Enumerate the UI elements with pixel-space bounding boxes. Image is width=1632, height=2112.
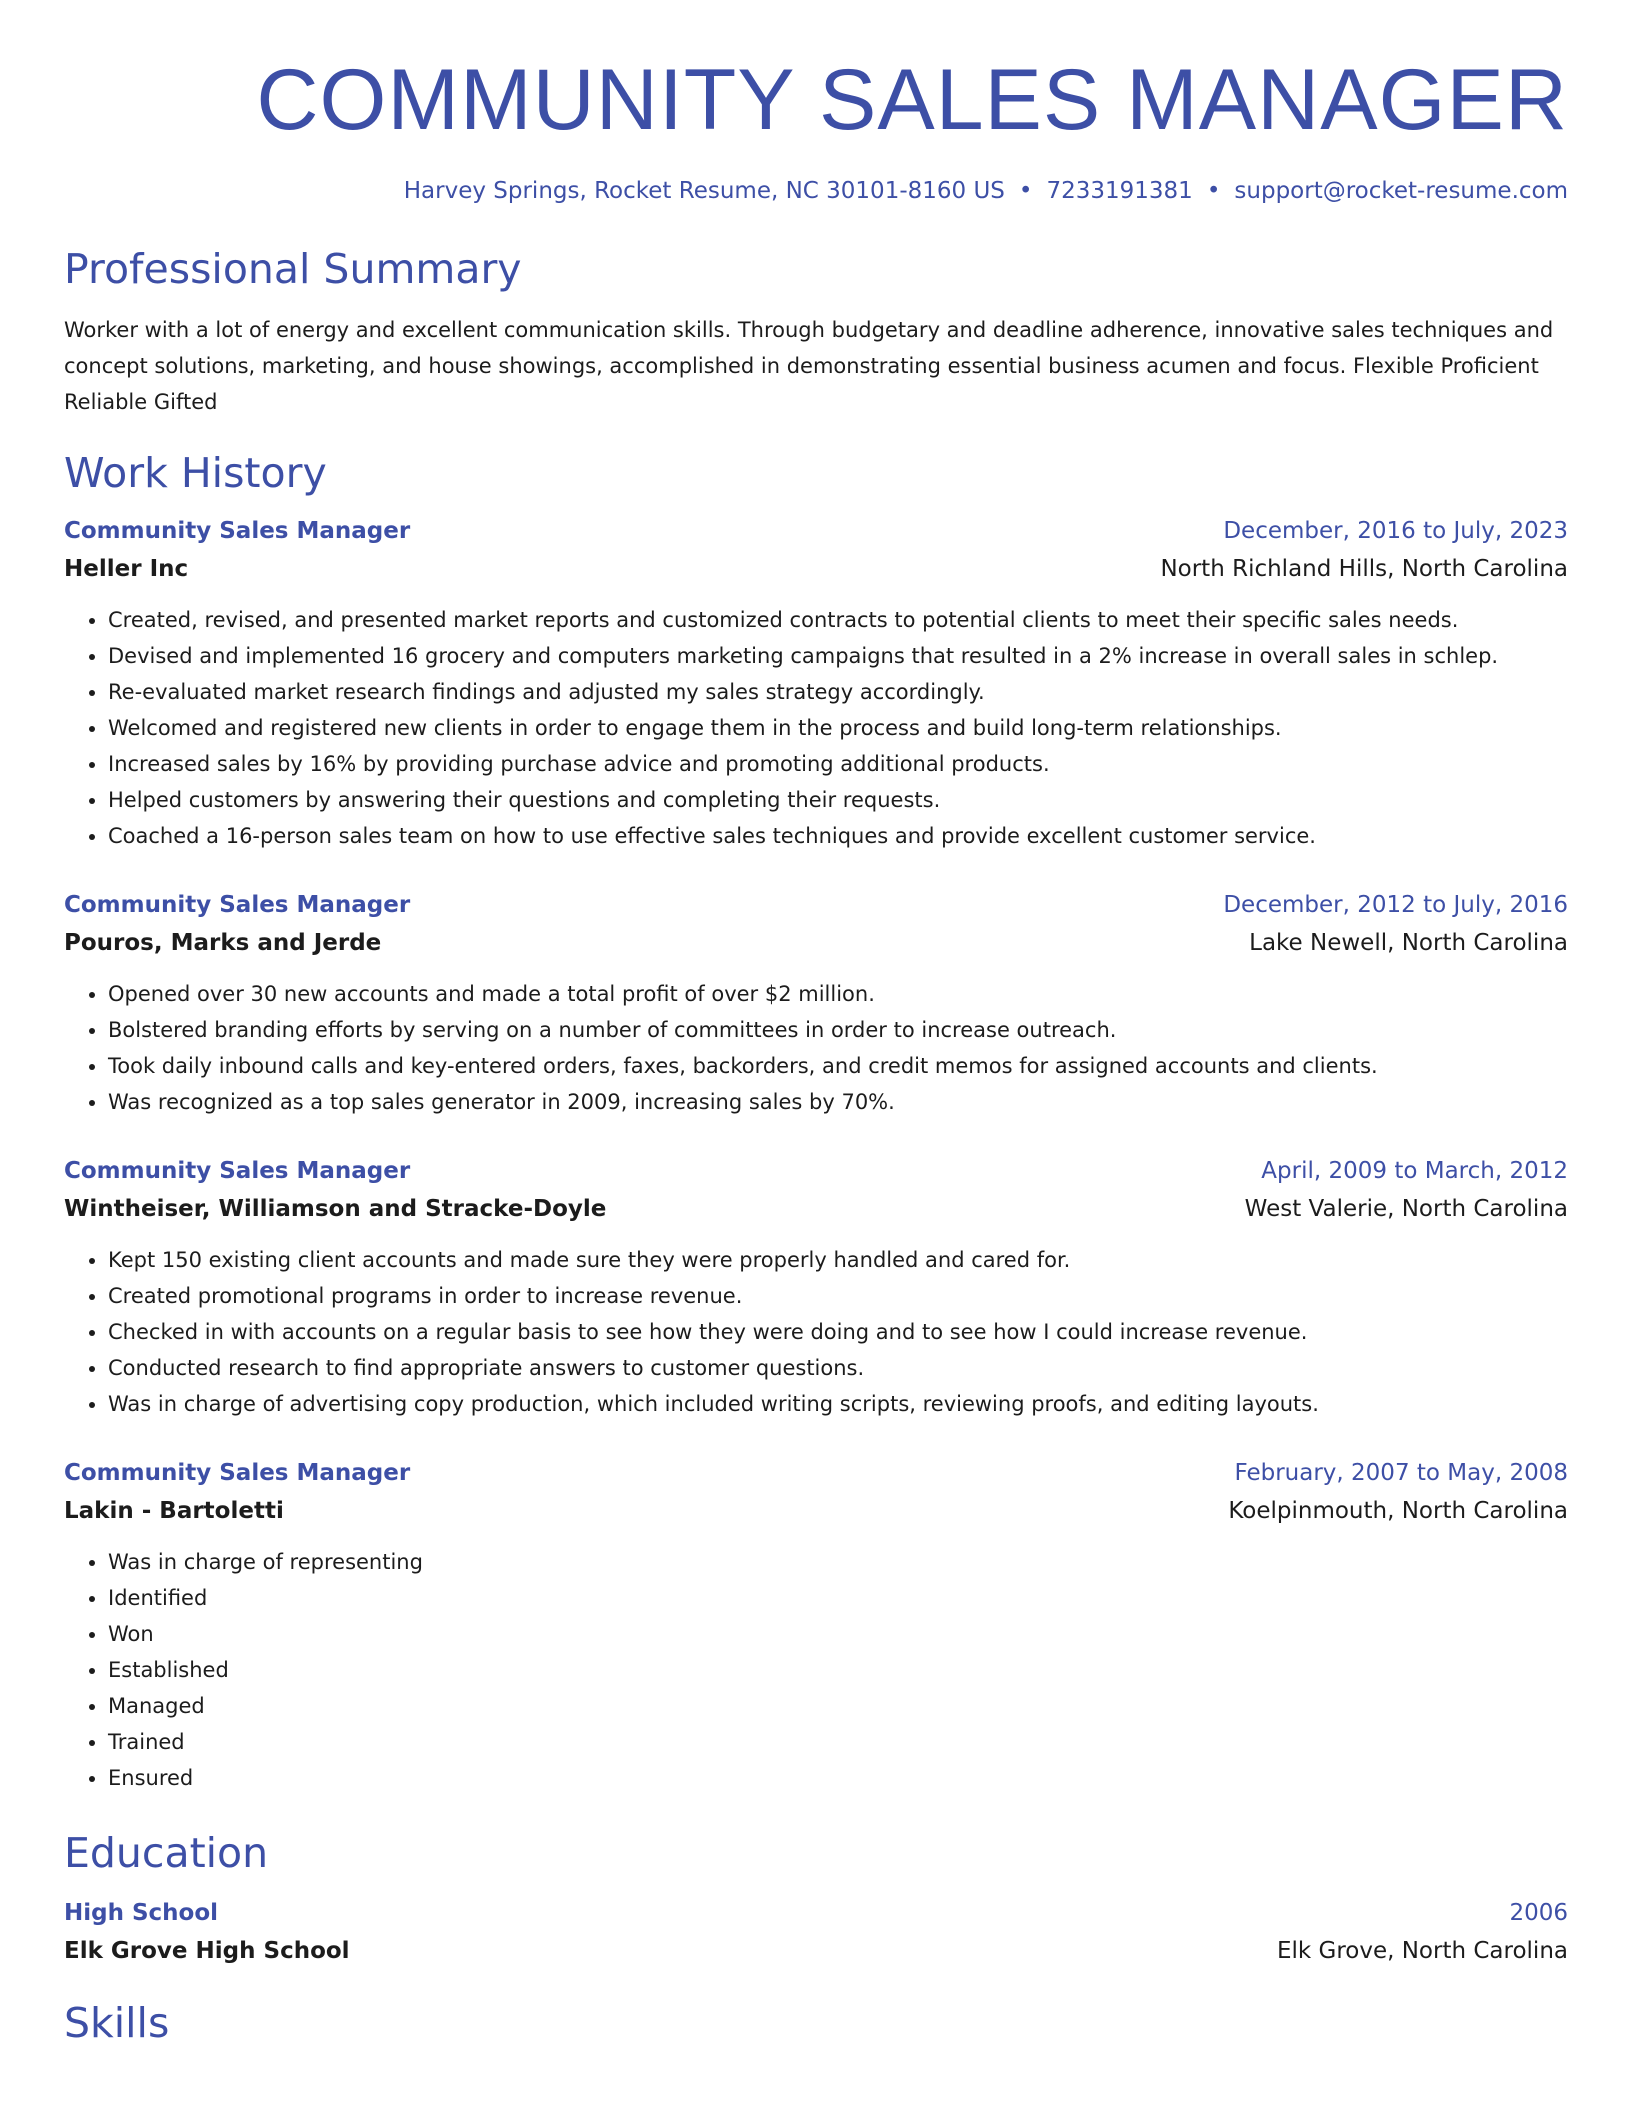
job-bullet: • Identified (108, 1580, 1568, 1616)
job-entry (64, 886, 1568, 1120)
job-bullet: • Managed (108, 1688, 1568, 1724)
resume-name-title: COMMUNITY SALES MANAGER (256, 52, 1568, 148)
skills-heading: Skills (64, 1999, 170, 2047)
job-entry (64, 512, 1568, 854)
job-location: West Valerie, North Carolina (1244, 1196, 1568, 1222)
job-role: Community Sales Manager (64, 518, 411, 544)
job-company: Lakin - Bartoletti (64, 1498, 284, 1524)
job-role: Community Sales Manager (64, 892, 411, 918)
job-bullet: • Ensured (108, 1760, 1568, 1796)
job-entry (64, 1454, 1568, 1796)
job-dates: December, 2012 to July, 2016 (1223, 892, 1568, 918)
job-bullet: • Helped customers by answering their questions and completing their requests. (108, 782, 1568, 818)
job-bullet: • Conducted research to find appropriate answers to customer questions. (108, 1350, 1568, 1386)
job-bullets (64, 1544, 1568, 1796)
job-bullets (64, 1242, 1568, 1422)
education-degree: High School (64, 1900, 219, 1926)
job-bullets (64, 976, 1568, 1120)
job-bullet: • Bolstered branding efforts by serving on a number of committees in order to increase outreach. (108, 1012, 1568, 1048)
job-bullet: • Increased sales by 16% by providing purchase advice and promoting additional products. (108, 746, 1568, 782)
job-bullet: • Checked in with accounts on a regular basis to see how they were doing and to see how I could increase revenue. (108, 1314, 1568, 1350)
contact-phone: 7233191381 (1046, 178, 1193, 204)
job-bullet: • Won (108, 1616, 1568, 1652)
job-role: Community Sales Manager (64, 1158, 411, 1184)
job-dates: February, 2007 to May, 2008 (1234, 1460, 1568, 1486)
job-role-row (64, 512, 1568, 550)
job-bullet: • Took daily inbound calls and key-entered orders, faxes, backorders, and credit memos for assigned accounts and clients. (108, 1048, 1568, 1084)
job-location: Koelpinmouth, North Carolina (1228, 1498, 1568, 1524)
resume-page (64, 50, 1568, 2048)
job-dates: April, 2009 to March, 2012 (1261, 1158, 1568, 1184)
job-bullet: • Re-evaluated market research findings and adjusted my sales strategy accordingly. (108, 674, 1568, 710)
contact-line (64, 178, 1568, 204)
job-company-row (64, 1492, 1568, 1530)
job-bullet: • Welcomed and registered new clients in order to engage them in the process and build long-term relationships. (108, 710, 1568, 746)
job-role: Community Sales Manager (64, 1460, 411, 1486)
job-company-row (64, 550, 1568, 588)
job-role-row (64, 886, 1568, 924)
education-degree-row (64, 1894, 1568, 1932)
education-location: Elk Grove, North Carolina (1276, 1938, 1568, 1964)
job-bullet: • Was in charge of representing (108, 1544, 1568, 1580)
job-bullet: • Opened over 30 new accounts and made a total profit of over $2 million. (108, 976, 1568, 1012)
summary-text: Worker with a lot of energy and excellent communication skills. Through budgetary and deadline adherence, innovative sales techniques and concept solutions, marketing, and house showings, accomplished in demonstrating essential business acumen and focus. Flexible Proficient Reliable Gifted (64, 318, 1554, 414)
summary-heading: Professional Summary (64, 245, 522, 293)
contact-email: support@rocket-resume.com (1234, 178, 1568, 204)
job-bullet: • Devised and implemented 16 grocery and computers marketing campaigns that resulted in a 2% increase in overall sales in schlep. (108, 638, 1568, 674)
job-location: Lake Newell, North Carolina (1249, 930, 1568, 956)
education-school-row (64, 1932, 1568, 1970)
work-history-heading: Work History (64, 449, 327, 497)
job-location: North Richland Hills, North Carolina (1160, 556, 1568, 582)
contact-separator: • (1206, 178, 1221, 204)
education-year: 2006 (1509, 1900, 1568, 1926)
job-bullet: • Created promotional programs in order to increase revenue. (108, 1278, 1568, 1314)
job-company-row (64, 1190, 1568, 1228)
job-dates: December, 2016 to July, 2023 (1223, 518, 1568, 544)
education-school: Elk Grove High School (64, 1938, 350, 1964)
job-bullets (64, 602, 1568, 854)
job-bullet: • Trained (108, 1724, 1568, 1760)
job-bullet: • Coached a 16-person sales team on how to use effective sales techniques and provide excellent customer service. (108, 818, 1568, 854)
job-bullet: • Created, revised, and presented market reports and customized contracts to potential clients to meet their specific sales needs. (108, 602, 1568, 638)
job-role-row (64, 1454, 1568, 1492)
job-company: Pouros, Marks and Jerde (64, 930, 382, 956)
job-bullet: • Was in charge of advertising copy production, which included writing scripts, reviewing proofs, and editing layouts. (108, 1386, 1568, 1422)
job-company-row (64, 924, 1568, 962)
contact-address: Harvey Springs, Rocket Resume, NC 30101-8160 US (403, 178, 1005, 204)
education-heading: Education (64, 1829, 269, 1877)
job-company: Heller Inc (64, 556, 189, 582)
job-role-row (64, 1152, 1568, 1190)
education-entry (64, 1894, 1568, 1970)
job-bullet: • Established (108, 1652, 1568, 1688)
job-entry (64, 1152, 1568, 1422)
job-company: Wintheiser, Williamson and Stracke-Doyle (64, 1196, 607, 1222)
job-bullet: • Was recognized as a top sales generator in 2009, increasing sales by 70%. (108, 1084, 1568, 1120)
job-bullet: • Kept 150 existing client accounts and made sure they were properly handled and cared for. (108, 1242, 1568, 1278)
contact-separator: • (1018, 178, 1033, 204)
